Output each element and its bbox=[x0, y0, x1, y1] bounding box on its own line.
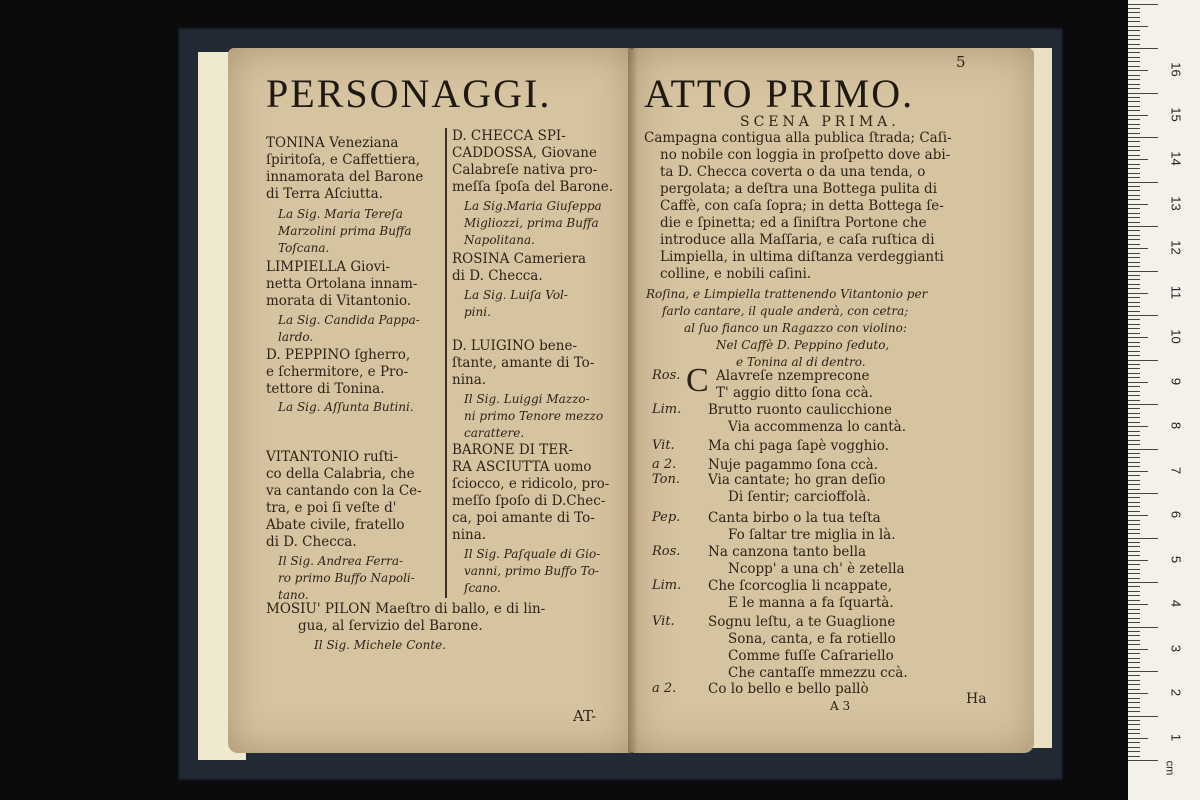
ruler-tick bbox=[1128, 84, 1140, 85]
ruler-tick bbox=[1128, 440, 1140, 441]
character-line: ca, poi amante di To- bbox=[452, 510, 595, 526]
ruler-number: 15 bbox=[1168, 106, 1184, 122]
ruler-tick bbox=[1128, 368, 1140, 369]
ruler-tick bbox=[1128, 88, 1140, 89]
ruler-tick bbox=[1128, 30, 1140, 31]
ruler-number: 16 bbox=[1168, 62, 1184, 77]
ruler-number: 2 bbox=[1168, 688, 1184, 697]
ruler-tick bbox=[1128, 489, 1140, 490]
catchword: AT- bbox=[573, 707, 597, 725]
ruler-tick bbox=[1128, 729, 1140, 730]
ruler-tick bbox=[1128, 720, 1140, 721]
ruler-tick bbox=[1128, 137, 1158, 138]
ruler-tick bbox=[1128, 190, 1140, 191]
character-line: D. CHECCA SPI- bbox=[452, 128, 566, 144]
ruler-tick bbox=[1128, 546, 1140, 547]
ruler-tick bbox=[1128, 529, 1140, 530]
signature-mark: A 3 bbox=[830, 699, 851, 713]
character-line: Toſcana. bbox=[278, 241, 330, 255]
ruler-tick bbox=[1128, 319, 1140, 320]
ruler-tick bbox=[1128, 502, 1140, 503]
ruler-tick bbox=[1128, 39, 1140, 40]
character-line: Il Sig. Paſquale di Gio- bbox=[464, 547, 601, 561]
character-line: TONINA Veneziana bbox=[266, 135, 399, 151]
ruler-tick bbox=[1128, 311, 1140, 312]
character-line: La Sig.Maria Giuſeppa bbox=[464, 199, 602, 213]
ruler-tick bbox=[1128, 622, 1140, 623]
ruler-tick bbox=[1128, 101, 1140, 102]
ruler-tick bbox=[1128, 738, 1148, 739]
ruler-tick bbox=[1128, 4, 1158, 5]
dialogue-line: Via accommenza lo cantà. bbox=[728, 419, 907, 435]
ruler-tick bbox=[1128, 595, 1140, 596]
ruler-tick bbox=[1128, 578, 1140, 579]
character-line: La Sig. Maria Tereſa bbox=[278, 207, 403, 221]
stage-direction-line: farlo cantare, il quale anderà, con cetra; bbox=[662, 304, 909, 318]
ruler-tick bbox=[1128, 515, 1148, 516]
ruler-tick bbox=[1128, 542, 1140, 543]
character-line: Migliozzi, prima Buffa bbox=[464, 216, 599, 230]
ruler-tick bbox=[1128, 497, 1140, 498]
ruler-tick bbox=[1128, 649, 1148, 650]
column-divider bbox=[445, 128, 447, 598]
character-line: nina. bbox=[452, 527, 487, 543]
ruler-tick bbox=[1128, 208, 1140, 209]
ruler-tick bbox=[1128, 551, 1140, 552]
ruler-tick bbox=[1128, 382, 1148, 383]
ruler-number: 1 bbox=[1168, 733, 1184, 741]
ruler-tick bbox=[1128, 302, 1140, 303]
ruler-tick bbox=[1128, 609, 1140, 610]
setting-line: Caffè, con caſa ſopra; in detta Bottega ſe- bbox=[660, 198, 944, 214]
character-line: pini. bbox=[464, 305, 491, 319]
ruler-tick bbox=[1128, 471, 1148, 472]
stage-direction-line: al ſuo fianco un Ragazzo con violino: bbox=[684, 321, 907, 335]
ruler-tick bbox=[1128, 35, 1140, 36]
character-line: VITANTONIO ruſti- bbox=[266, 449, 398, 465]
ruler-number: 7 bbox=[1168, 466, 1184, 474]
footer-line: MOSIU' PILON Maeſtro di ballo, e di lin- bbox=[266, 601, 546, 617]
ruler-tick bbox=[1128, 230, 1140, 231]
ruler-number: 13 bbox=[1168, 195, 1184, 211]
character-line: di D. Checca. bbox=[452, 268, 543, 284]
ruler-tick bbox=[1128, 248, 1148, 249]
ruler-number: 6 bbox=[1168, 510, 1184, 519]
ruler-tick bbox=[1128, 404, 1158, 405]
setting-line: ta D. Checca coverta o da una tenda, o bbox=[660, 164, 926, 180]
setting-line: colline, e nobili caſini. bbox=[660, 266, 812, 282]
ruler-tick bbox=[1128, 511, 1140, 512]
ruler-tick bbox=[1128, 702, 1140, 703]
ruler-tick bbox=[1128, 355, 1140, 356]
ruler-tick bbox=[1128, 199, 1140, 200]
stage-direction-line: Nel Caffè D. Peppino ſeduto, bbox=[716, 338, 890, 352]
speaker-label: Pep. bbox=[652, 510, 681, 525]
footer-line: gua, al ſervizio del Barone. bbox=[298, 618, 483, 634]
ruler-tick bbox=[1128, 453, 1140, 454]
ruler-tick bbox=[1128, 150, 1140, 151]
ruler-tick bbox=[1128, 124, 1140, 125]
ruler-tick bbox=[1128, 573, 1140, 574]
ruler-tick bbox=[1128, 747, 1140, 748]
ruler-tick bbox=[1128, 733, 1140, 734]
act-title: ATTO PRIMO. bbox=[644, 71, 915, 116]
character-line: ſciocco, e ridicolo, pro- bbox=[452, 476, 610, 492]
ruler-tick bbox=[1128, 684, 1140, 685]
ruler-tick bbox=[1128, 569, 1140, 570]
scene-title: SCENA PRIMA. bbox=[740, 114, 900, 130]
ruler-tick bbox=[1128, 155, 1140, 156]
dialogue-line: Co lo bello e bello pallò bbox=[708, 681, 869, 697]
ruler-tick bbox=[1128, 328, 1140, 329]
ruler-tick bbox=[1128, 667, 1140, 668]
ruler-tick bbox=[1128, 364, 1140, 365]
ruler-tick bbox=[1128, 315, 1158, 316]
dialogue-line: Sona, canta, e fa rotiello bbox=[728, 631, 896, 647]
ruler-tick bbox=[1128, 631, 1140, 632]
drop-cap: C bbox=[686, 362, 709, 399]
ruler-tick bbox=[1128, 115, 1148, 116]
ruler-tick bbox=[1128, 26, 1148, 27]
ruler-tick bbox=[1128, 262, 1140, 263]
ruler-tick bbox=[1128, 426, 1148, 427]
ruler-tick bbox=[1128, 627, 1158, 628]
ruler-tick bbox=[1128, 506, 1140, 507]
dialogue-line: E le manna a fa ſquartà. bbox=[728, 595, 894, 611]
ruler-tick bbox=[1128, 413, 1140, 414]
dialogue-line: Ma chi paga ſapè vogghio. bbox=[708, 438, 889, 454]
ruler-tick bbox=[1128, 146, 1140, 147]
character-line: Il Sig. Luiggi Mazzo- bbox=[464, 392, 590, 406]
ruler-tick bbox=[1128, 279, 1140, 280]
ruler-number: 5 bbox=[1168, 555, 1184, 563]
ruler-tick bbox=[1128, 293, 1148, 294]
speaker-label: Vit. bbox=[652, 614, 675, 629]
speaker-label: Ton. bbox=[652, 472, 680, 487]
ruler-tick bbox=[1128, 524, 1140, 525]
character-line: Abate civile, fratello bbox=[266, 517, 405, 533]
ruler-tick bbox=[1128, 61, 1140, 62]
ruler-tick bbox=[1128, 119, 1140, 120]
catchword-right: Ha bbox=[966, 691, 987, 707]
dialogue-line: Di ſentir; carcioffolà. bbox=[728, 489, 871, 505]
dialogue-line: Na canzona tanto bella bbox=[708, 544, 867, 560]
ruler-tick bbox=[1128, 284, 1140, 285]
ruler-tick bbox=[1128, 275, 1140, 276]
setting-line: pergolata; a deſtra una Bottega pulita di bbox=[660, 181, 938, 197]
ruler-tick bbox=[1128, 110, 1140, 111]
stage-direction-line: Roſina, e Limpiella trattenendo Vitantonio per bbox=[646, 287, 928, 301]
ruler-tick bbox=[1128, 70, 1148, 71]
ruler-tick bbox=[1128, 391, 1140, 392]
ruler-tick bbox=[1128, 204, 1148, 205]
setting-line: Limpiella, in ultima diſtanza verdeggianti bbox=[660, 249, 944, 265]
ruler-tick bbox=[1128, 444, 1140, 445]
dialogue-line: Canta birbo o la tua teſta bbox=[708, 510, 881, 526]
speaker-label: Ros. bbox=[652, 368, 681, 383]
ruler-tick bbox=[1128, 21, 1140, 22]
speaker-label: a 2. bbox=[652, 681, 677, 696]
ruler-tick bbox=[1128, 538, 1158, 539]
character-line: vanni, primo Buffo To- bbox=[464, 564, 599, 578]
ruler-tick bbox=[1128, 377, 1140, 378]
ruler-tick bbox=[1128, 244, 1140, 245]
speaker-label: Lim. bbox=[652, 578, 682, 593]
ruler-tick bbox=[1128, 186, 1140, 187]
dialogue-line: Brutto ruonto caulicchione bbox=[708, 402, 893, 418]
ruler-tick bbox=[1128, 693, 1148, 694]
left-page bbox=[228, 48, 632, 753]
ruler-tick bbox=[1128, 17, 1140, 18]
character-line: Calabreſe nativa pro- bbox=[452, 162, 598, 178]
ruler-tick bbox=[1128, 239, 1140, 240]
character-line: meſſo ſpoſo di D.Chec- bbox=[452, 493, 606, 509]
ruler-tick bbox=[1128, 297, 1140, 298]
character-line: Il Sig. Andrea Ferra- bbox=[278, 554, 404, 568]
ruler-tick bbox=[1128, 75, 1140, 76]
dialogue-line: Che ſcorcoglia li ncappate, bbox=[708, 578, 893, 594]
character-line: morata di Vitantonio. bbox=[266, 293, 412, 309]
dialogue-line: Comme fuſſe Caſrariello bbox=[728, 648, 894, 664]
character-line: di D. Checca. bbox=[266, 534, 357, 550]
ruler-tick bbox=[1128, 57, 1140, 58]
ruler-number: 3 bbox=[1168, 644, 1184, 652]
ruler-number: 4 bbox=[1168, 599, 1184, 608]
ruler-tick bbox=[1128, 675, 1140, 676]
character-line: innamorata del Barone bbox=[266, 169, 424, 185]
character-line: ro primo Buffo Napoli- bbox=[278, 571, 415, 585]
ruler-tick bbox=[1128, 431, 1140, 432]
ruler-tick bbox=[1128, 141, 1140, 142]
character-line: La Sig. Candida Pappa- bbox=[278, 313, 420, 327]
character-line: di Terra Aſciutta. bbox=[266, 186, 383, 202]
ruler-tick bbox=[1128, 635, 1140, 636]
speaker-label: a 2. bbox=[652, 457, 677, 472]
ruler-number: 8 bbox=[1168, 421, 1184, 430]
character-line: CADDOSSA, Giovane bbox=[452, 145, 597, 161]
ruler-tick bbox=[1128, 324, 1140, 325]
ruler-tick bbox=[1128, 466, 1140, 467]
ruler-tick bbox=[1128, 195, 1140, 196]
ruler-tick bbox=[1128, 346, 1140, 347]
ruler-tick bbox=[1128, 680, 1140, 681]
ruler-tick bbox=[1128, 640, 1140, 641]
ruler-tick bbox=[1128, 257, 1140, 258]
ruler-tick bbox=[1128, 360, 1158, 361]
ruler-tick bbox=[1128, 698, 1140, 699]
ruler-number: 11 bbox=[1168, 285, 1184, 299]
ruler-tick bbox=[1128, 12, 1140, 13]
character-line: Marzolini prima Buffa bbox=[278, 224, 412, 238]
character-line: D. PEPPINO ſgherro, bbox=[266, 347, 411, 363]
ruler-tick bbox=[1128, 707, 1140, 708]
ruler-tick bbox=[1128, 653, 1140, 654]
ruler-tick bbox=[1128, 8, 1140, 9]
setting-line: introduce alla Maſſaria, e caſa ruſtica di bbox=[660, 232, 935, 248]
ruler-tick bbox=[1128, 93, 1158, 94]
character-line: ſcano. bbox=[464, 581, 501, 595]
ruler-tick bbox=[1128, 560, 1148, 561]
ruler-tick bbox=[1128, 182, 1158, 183]
ruler-tick bbox=[1128, 724, 1140, 725]
character-line: carattere. bbox=[464, 426, 525, 440]
dialogue-line: Ncopp' a una ch' è zetella bbox=[728, 561, 905, 577]
book-gutter bbox=[628, 48, 638, 753]
speaker-label: Ros. bbox=[652, 544, 681, 559]
ruler-tick bbox=[1128, 253, 1140, 254]
ruler-tick bbox=[1128, 333, 1140, 334]
dialogue-line: Fo ſaltar tre miglia in là. bbox=[728, 527, 896, 543]
character-line: LIMPIELLA Giovi- bbox=[266, 259, 391, 275]
ruler-tick bbox=[1128, 591, 1140, 592]
dialogue-line: Nuje pagammo ſona ccà. bbox=[708, 457, 878, 473]
ruler-tick bbox=[1128, 222, 1140, 223]
ruler-number: 9 bbox=[1168, 377, 1184, 385]
ruler-tick bbox=[1128, 48, 1158, 49]
footer-line: Il Sig. Michele Conte. bbox=[314, 638, 447, 652]
character-line: ROSINA Cameriera bbox=[452, 251, 587, 267]
left-page-title: PERSONAGGI. bbox=[266, 71, 552, 116]
ruler-tick bbox=[1128, 408, 1140, 409]
ruler-tick bbox=[1128, 79, 1140, 80]
speaker-label: Lim. bbox=[652, 402, 682, 417]
ruler-tick bbox=[1128, 386, 1140, 387]
ruler-tick bbox=[1128, 457, 1140, 458]
ruler-tick bbox=[1128, 644, 1140, 645]
dialogue-line: Sognu leſtu, a te Guaglione bbox=[708, 614, 896, 630]
ruler-tick bbox=[1128, 564, 1140, 565]
ruler-tick bbox=[1128, 462, 1140, 463]
ruler-tick bbox=[1128, 373, 1140, 374]
ruler-tick bbox=[1128, 435, 1140, 436]
ruler-tick bbox=[1128, 266, 1140, 267]
character-line: tra, e poi ſi veſte d' bbox=[266, 500, 397, 516]
character-line: ſtante, amante di To- bbox=[452, 355, 595, 371]
ruler-tick bbox=[1128, 533, 1140, 534]
ruler-tick bbox=[1128, 226, 1158, 227]
ruler-tick bbox=[1128, 271, 1158, 272]
ruler-tick bbox=[1128, 159, 1148, 160]
ruler-tick bbox=[1128, 235, 1140, 236]
speaker-label: Vit. bbox=[652, 438, 675, 453]
ruler-tick bbox=[1128, 742, 1140, 743]
ruler-number: 14 bbox=[1168, 151, 1184, 166]
ruler-tick bbox=[1128, 106, 1140, 107]
setting-line: no nobile con loggia in proſpetto dove abi- bbox=[660, 147, 951, 163]
ruler-tick bbox=[1128, 760, 1158, 761]
ruler-tick bbox=[1128, 586, 1140, 587]
measurement-ruler bbox=[1128, 0, 1200, 800]
ruler-tick bbox=[1128, 475, 1140, 476]
ruler-tick bbox=[1128, 44, 1140, 45]
ruler-tick bbox=[1128, 66, 1140, 67]
character-line: lardo. bbox=[278, 330, 314, 344]
character-line: D. LUIGINO bene- bbox=[452, 338, 578, 354]
ruler-tick bbox=[1128, 600, 1140, 601]
ruler-tick bbox=[1128, 217, 1140, 218]
character-line: BARONE DI TER- bbox=[452, 442, 573, 458]
setting-line: die e ſpinetta; ed a ſiniſtra Portone che bbox=[660, 215, 927, 231]
ruler-tick bbox=[1128, 613, 1140, 614]
ruler-tick bbox=[1128, 671, 1158, 672]
ruler-tick bbox=[1128, 173, 1140, 174]
ruler-tick bbox=[1128, 716, 1158, 717]
ruler-tick bbox=[1128, 493, 1158, 494]
ruler-tick bbox=[1128, 213, 1140, 214]
ruler-tick bbox=[1128, 342, 1140, 343]
page-number: 5 bbox=[956, 53, 966, 71]
ruler-number: 12 bbox=[1168, 240, 1184, 255]
character-line: e ſchermitore, e Pro- bbox=[266, 364, 409, 380]
character-line: va cantando con la Ce- bbox=[266, 483, 422, 499]
character-line: tettore di Tonina. bbox=[266, 381, 385, 397]
ruler-unit: cm bbox=[1163, 760, 1176, 776]
ruler-tick bbox=[1128, 337, 1148, 338]
character-line: tano. bbox=[278, 588, 309, 602]
dialogue-line: Alavreſe nzemprecone bbox=[716, 368, 870, 384]
character-line: ſpiritoſa, e Caffettiera, bbox=[266, 152, 421, 168]
dialogue-line: Via cantate; ho gran deſio bbox=[708, 472, 886, 488]
character-line: meſſa ſpoſa del Barone. bbox=[452, 179, 613, 195]
ruler-tick bbox=[1128, 417, 1140, 418]
ruler-tick bbox=[1128, 480, 1140, 481]
ruler-tick bbox=[1128, 751, 1140, 752]
character-line: RA ASCIUTTA uomo bbox=[452, 459, 592, 475]
setting-line: Campagna contigua alla publica ſtrada; Caſi- bbox=[644, 130, 952, 146]
ruler-tick bbox=[1128, 97, 1140, 98]
ruler-tick bbox=[1128, 168, 1140, 169]
character-line: La Sig. Aſſunta Butini. bbox=[278, 400, 414, 414]
ruler-tick bbox=[1128, 658, 1140, 659]
ruler-tick bbox=[1128, 164, 1140, 165]
character-line: La Sig. Luiſa Vol- bbox=[464, 288, 568, 302]
character-line: ni primo Tenore mezzo bbox=[464, 409, 604, 423]
ruler-tick bbox=[1128, 177, 1140, 178]
dialogue-line: T' aggio ditto ſona ccà. bbox=[716, 385, 873, 401]
ruler-tick bbox=[1128, 395, 1140, 396]
ruler-tick bbox=[1128, 306, 1140, 307]
ruler-number: 10 bbox=[1168, 329, 1184, 344]
ruler-tick bbox=[1128, 128, 1140, 129]
character-line: netta Ortolana innam- bbox=[266, 276, 418, 292]
ruler-tick bbox=[1128, 52, 1140, 53]
ruler-tick bbox=[1128, 449, 1158, 450]
ruler-tick bbox=[1128, 288, 1140, 289]
ruler-tick bbox=[1128, 711, 1140, 712]
ruler-tick bbox=[1128, 555, 1140, 556]
character-line: nina. bbox=[452, 372, 487, 388]
ruler-tick bbox=[1128, 422, 1140, 423]
ruler-tick bbox=[1128, 689, 1140, 690]
ruler-tick bbox=[1128, 520, 1140, 521]
character-line: co della Calabria, che bbox=[266, 466, 415, 482]
stage-direction-line: e Tonina al di dentro. bbox=[736, 355, 866, 369]
ruler-tick bbox=[1128, 604, 1148, 605]
ruler-tick bbox=[1128, 618, 1140, 619]
dialogue-line: Che cantaſſe mmezzu ccà. bbox=[728, 665, 908, 681]
right-page bbox=[632, 48, 1034, 753]
character-line: Napolitana. bbox=[464, 233, 535, 247]
ruler-tick bbox=[1128, 400, 1140, 401]
ruler-tick bbox=[1128, 133, 1140, 134]
ruler-tick bbox=[1128, 662, 1140, 663]
ruler-tick bbox=[1128, 756, 1140, 757]
ruler-tick bbox=[1128, 351, 1140, 352]
ruler-tick bbox=[1128, 582, 1158, 583]
ruler-tick bbox=[1128, 484, 1140, 485]
